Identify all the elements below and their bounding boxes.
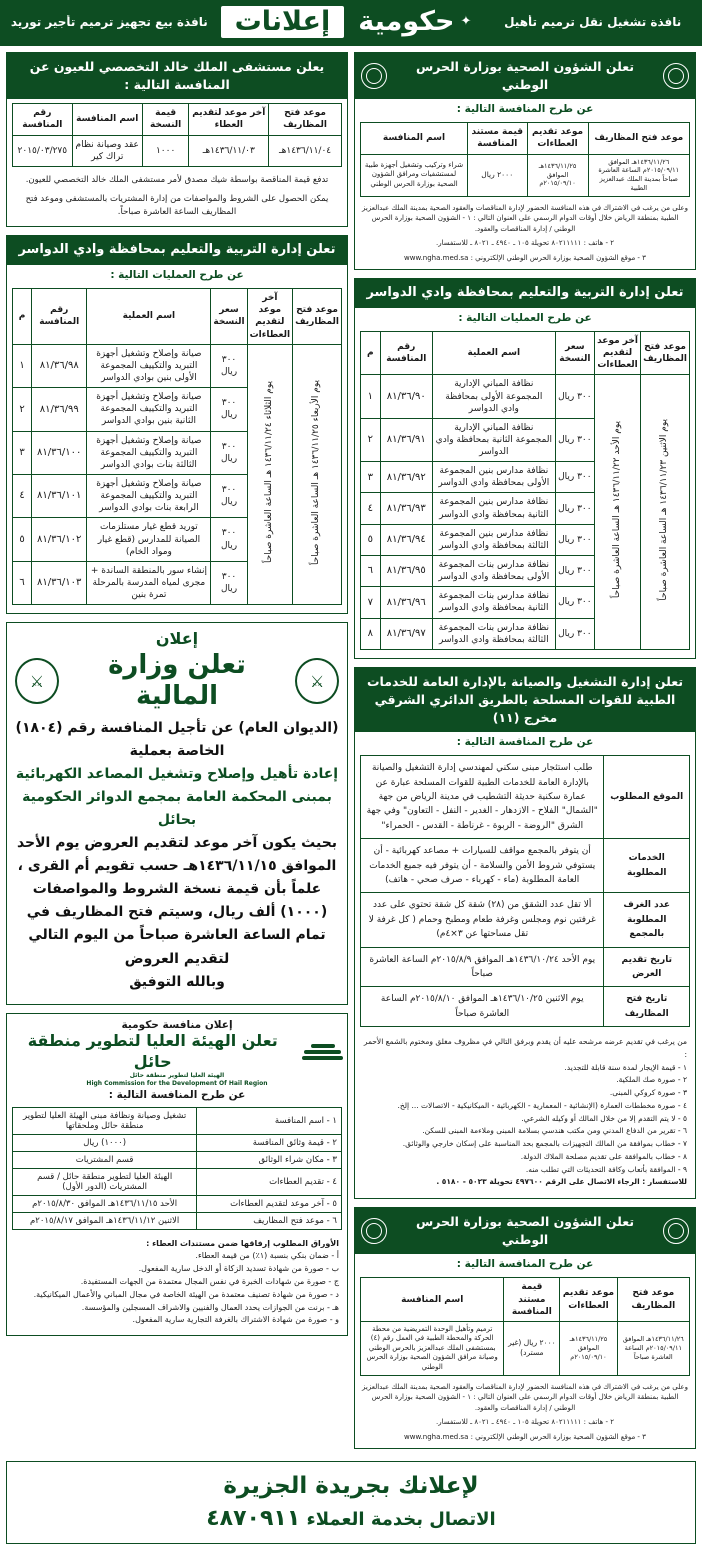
col-header: قيمة النسخة <box>142 104 189 135</box>
cell-index: ٦ <box>13 561 32 604</box>
ad-footer-note-3: ٣ - موقع الشؤون الصحية بوزارة الحرس الوطني الإلكتروني : www.ngha.med.sa <box>404 253 646 262</box>
cell-price: ٢٠٠٠ ريال <box>468 154 528 196</box>
finance-line-5: وبالله التوفيق <box>129 973 225 990</box>
ad-header <box>355 1208 695 1254</box>
terms-item: أ - ضمان بنكي بنسبة (١٪) من قيمة العطاء. <box>195 1251 339 1261</box>
col-header: سعر النسخة <box>211 289 247 345</box>
hail-logo-english: High Commission for the Development Of Hail Region <box>86 1080 268 1088</box>
cell-index: ٢ <box>361 418 381 461</box>
hail-kicker: إعلان منافسة حكومية <box>121 1018 233 1031</box>
finance-line-3: إعادة تأهيل وإصلاح وتشغيل المصاعد الكهربائية بمبنى المحكمة العامة بمجمع الدوائر الحكومية بحائل <box>15 765 339 829</box>
cell-label: ٤ - تقديم العطاءات <box>197 1168 342 1195</box>
table-row <box>13 135 342 166</box>
cell-price: ٣٠٠ ريال <box>211 388 247 431</box>
table-row <box>13 1151 342 1168</box>
column-left <box>354 52 696 1449</box>
cell-name: نظافة مدارس بنات المجموعة الأولى بمحافظة وادي الدواسر <box>432 556 555 587</box>
cell-label: تاريخ تقديم العرض <box>604 947 690 987</box>
cell-price: ٣٠٠ ريال <box>555 462 594 493</box>
ad-header: تعلن إدارة التربية والتعليم بمحافظة وادي الدواسر <box>355 279 695 308</box>
cell-price: ٣٠٠ ريال <box>555 375 594 418</box>
ad-subtitle: عن طرح المنافسة التالية : <box>456 1258 594 1271</box>
footer-contact-label: الاتصال بخدمة العملاء <box>306 1509 496 1531</box>
cell-value: أن يتوفر بالمجمع مواقف للسيارات + مصاعد كهربائية - أن يستوفي شروط الأمن والسلامة - أن يتوفر فيه جميع الخدمات العامة المطلوبة (ماء - كهرباء - صرف صحي - هاتف) <box>361 839 604 893</box>
page-columns <box>0 46 702 1455</box>
ad-footer-note-1: وعلى من يرغب في الاشتراك في هذه المنافسة الحضور لإدارة المناقصات والعقود الصحية بمدينة الملك عبدالعزيز الطبية بمنطقة الرياض خلال أوقات الدوام الرسمي على العنوان التالي : ١ - الشؤون الصحية بوزارة الحرس الوطني / إدارة المناقصات والعقود. <box>362 203 688 233</box>
ad-king-khalid-eye-hospital <box>6 52 348 227</box>
footer-headline: لإعلانك بجريدة الجزيرة <box>223 1473 479 1500</box>
col-header: م <box>13 289 32 345</box>
cell-index: ٥ <box>13 518 32 561</box>
table-row <box>13 1168 342 1195</box>
national-guard-seal-icon-2 <box>361 63 387 89</box>
col-header: موعد فتح المظاريف <box>617 1278 689 1321</box>
national-guard-top-table <box>360 122 690 196</box>
cell-open-date: يوم الأربعاء ١٤٣٦/١١/٢٥ هـ الساعة العاشرة صباحاً <box>293 344 342 605</box>
ad-title: تعلن الشؤون الصحية بوزارة الحرس الوطني <box>415 1214 635 1248</box>
cell-price: ٣٠٠ ريال <box>555 556 594 587</box>
cell-name: شراء وتركيب وتشغيل أجهزة طبية لمستشفيات ومرافق الشؤون الصحية بوزارة الحرس الوطني <box>361 154 468 196</box>
col-header: سعر النسخة <box>555 331 594 374</box>
terms-title: الأوراق المطلوب إرفاقها ضمن مستندات العطاء : <box>146 1238 339 1248</box>
condition-item: ٩ - الموافقة بأتعاب وكافة التحديثات التي تطلب منه. <box>525 1164 687 1174</box>
ad-footer-note-2: ٢ - هاتف : ٨٠٢١١١١١ تحويلة ١٠٥ ـ ٤٩٤٠ ـ ٨٠٢١ ـ للاستفسار. <box>436 239 614 248</box>
cell-label: تاريخ فتح المظاريف <box>604 987 690 1027</box>
table-row <box>361 756 690 839</box>
armed-forces-spec-table <box>360 755 690 1027</box>
table-row <box>13 344 342 387</box>
col-header: آخر موعد لتقديم العطاءات <box>247 289 292 345</box>
cell-label: ٥ - آخر موعد لتقديم العطاءات <box>197 1195 342 1212</box>
cell-index: ١ <box>13 344 32 387</box>
col-header: رقم المنافسة <box>32 289 87 345</box>
col-header: موعد فتح المظاريف <box>588 123 689 154</box>
saudi-emblem-icon: ⚔ <box>295 658 339 704</box>
cell-value: طلب استئجار مبنى سكني لمهندسي إدارة التشغيل والصيانة بالإدارة العامة للخدمات الطبية للقوات المسلحة عبارة عن عمارة سكنية حديثة التشطيب في مدينة الرياض من جهة "الشمال" الفلاح - الازدهار - الغدير - النفل - التعاون" وفي جهة الشرق "الروضة - الربوة - غرناطة - القدس - الحمراء" <box>361 756 604 839</box>
ad-hail-high-commission <box>6 1013 348 1336</box>
col-header: موعد تقديم العطاءات <box>527 123 588 154</box>
hail-title: تعلن الهيئة العليا لتطوير منطقة حائل <box>27 1030 278 1071</box>
cell-index: ٤ <box>13 475 32 518</box>
masthead-brand-green <box>346 6 483 38</box>
cell-value: (١٠٠٠) ريال <box>13 1134 197 1151</box>
cell-value: يوم الأحد ١٤٣٦/١٠/٢٤هـ الموافق ٢٠١٥/٨/٩م الساعة العاشرة صباحاً <box>361 947 604 987</box>
cell-index: ٤ <box>361 493 381 524</box>
col-header: آخر موعد لتقديم العطاء <box>189 104 269 135</box>
masthead-left-text: نافذة تشغيل نقل ترميم تأهيل <box>504 15 682 29</box>
condition-item: ١ - قيمة الإيجار لمدة سنة قابلة للتجديد. <box>564 1062 687 1072</box>
hail-terms <box>7 1234 347 1332</box>
national-guard-seal-icon-2 <box>361 1218 387 1244</box>
cell-number: ٨١/٣٦/٩١ <box>380 418 432 461</box>
ad-footer-note-3: ٣ - موقع الشؤون الصحية بوزارة الحرس الوطني الإلكتروني : www.ngha.med.sa <box>404 1432 646 1441</box>
table-row <box>361 839 690 893</box>
finance-emblem-row <box>15 650 339 712</box>
col-header: موعد فتح المظاريف <box>293 289 342 345</box>
cell-submit-date: ١٤٣٦/١١/٢٥هـ الموافق ٢٠١٥/٠٩/١٠م <box>527 154 588 196</box>
cell-name: نظافة المباني الإدارية المجموعة الأولى بمحافظة وادي الدواسر <box>432 375 555 418</box>
col-header: رقم المنافسة <box>13 104 73 135</box>
cell-submit-date: ١٤٣٦/١١/٢٥هـ الموافق ٢٠١٥/٠٩/١٠م <box>560 1321 617 1375</box>
cell-price: ٣٠٠ ريال <box>211 344 247 387</box>
cell-index: ٢ <box>13 388 32 431</box>
ad-conditions <box>355 1031 695 1194</box>
ad-armed-forces-medical-services <box>354 667 696 1199</box>
col-header: رقم المنافسة <box>380 331 432 374</box>
cell-name: صيانة وإصلاح وتشغيل أجهزة التبريد والتكييف المجموعة الثانية بنين بوادي الدواسر <box>87 388 211 431</box>
condition-item: ٢ - صورة صك الملكية. <box>616 1075 687 1085</box>
wadi-dawasir-cleaning-table <box>360 331 690 650</box>
ad-ministry-of-finance <box>6 622 348 1005</box>
conditions-title: من يرغب في تقديم عرضه مرشحه عليه أن يقدم وبرفق التالي في مظروف مغلق ومختوم بالشمع الأحمر : <box>363 1037 687 1059</box>
condition-item: ٨ - خطاب بالموافقة على تقديم مصلحة الملاك الدولة. <box>520 1151 687 1161</box>
hail-logo-arabic: الهيئة العليا لتطوير منطقة حائل <box>129 1072 225 1080</box>
table-row <box>361 375 690 418</box>
cell-name: نظافة المباني الإدارية المجموعة الثانية بمحافظة وادي الدواسر <box>432 418 555 461</box>
cell-label: ٣ - مكان شراء الوثائق <box>197 1151 342 1168</box>
cell-label: الموقع المطلوب <box>604 756 690 839</box>
ad-subtitle: عن طرح العمليات التالية : <box>458 311 592 324</box>
cell-value: يوم الاثنين ١٤٣٦/١٠/٢٥هـ الموافق ٢٠١٥/٨/١٠م الساعة العاشرة صباحاً <box>361 987 604 1027</box>
ad-wadi-dawasir-maintenance <box>6 235 348 614</box>
cell-name: توريد قطع غيار مستلزمات الصيانة للمدارس (قطع غيار ومواد الخام) <box>87 518 211 561</box>
masthead <box>0 0 702 46</box>
col-header: اسم المنافسة <box>361 1278 504 1321</box>
cell-value: الاثنين ١٤٣٦/١١/١٢هـ الموافق ٢٠١٥/٨/١٧م <box>13 1212 197 1229</box>
ad-title-line1: تعلن إدارة التربية والتعليم بمحافظة وادي الدواسر <box>18 242 336 258</box>
cell-number: ٨١/٣٦/٩٧ <box>380 618 432 649</box>
finance-title: تعلن وزارة المالية <box>108 650 246 712</box>
cell-open-date: يوم الاثنين ١٤٣٦/١١/٢٣ هـ الساعة العاشرة صباحاً <box>641 375 690 650</box>
table-row <box>361 947 690 987</box>
cell-price: ١٠٠٠ <box>142 135 189 166</box>
king-khalid-eye-table <box>12 103 342 167</box>
cell-label: الخدمات المطلوبة <box>604 839 690 893</box>
cell-name: عقد وصيانة نظام تراك كير <box>72 135 142 166</box>
cell-name: نظافة مدارس بنين المجموعة الأولى بمحافظة وادي الدواسر <box>432 462 555 493</box>
finance-body <box>15 717 339 994</box>
cell-price: ٣٠٠ ريال <box>211 518 247 561</box>
ad-subtitle: عن طرح المنافسة التالية : <box>456 103 594 116</box>
cell-value: ألا تقل عدد الشقق من (٢٨) شقة كل شقة تحتوي على عدد غرفتين نوم ومجلس وغرفة طعام ومطبخ وحمام ( كل غرفة لا تقل مساحتها عن ٣×٤م) <box>361 893 604 947</box>
condition-contact: للاستفسار : الرجاء الاتصال على الرقم ٤٩٧٦٠٠ تحويلة ٥٠٢٣ - ٥١٨٠ . <box>436 1177 687 1187</box>
footer-ad-banner <box>6 1461 696 1544</box>
finance-line-4: بحيث يكون آخر موعد لتقديم العروض يوم الأحد الموافق ١٤٣٦/١١/١٥هـ حسب تقويم أم القرى ، علماً بأن قيمة نسخة الشروط والمواصفات (١٠٠٠) ألف ريال، وسيتم فتح المظاريف في تمام الساعة العاشرة صباحاً من اليوم التالي لتقديم العروض <box>16 835 338 967</box>
col-header: اسم العملية <box>87 289 211 345</box>
national-guard-seal-icon <box>663 1218 689 1244</box>
cell-number: ٨١/٣٦/٩٢ <box>380 462 432 493</box>
ad-footer-note-2: ٢ - هاتف : ٨٠٢١١١١١ تحويلة ١٠٥ ـ ٤٩٤٠ ـ ٨٠٢١ ـ للاستفسار. <box>436 1418 614 1427</box>
cell-name: نظافة مدارس بنين المجموعة الثانية بمحافظة وادي الدواسر <box>432 493 555 524</box>
masthead-brand-green-label: حكومية <box>358 6 455 38</box>
cell-label: ١ - اسم المنافسة <box>197 1107 342 1134</box>
ad-header: تعلن إدارة التشغيل والصيانة بالإدارة العامة للخدمات الطبية للقوات المسلحة بالطريق الدائري الشرقي مخرج (١١) <box>355 668 695 732</box>
condition-item: ٦ - تقرير من الدفاع المدني ومن مكتب هندسي بسلامة المبنى وملاءمة المبنى للسكن. <box>422 1126 687 1136</box>
cell-number: ٨١/٣٦/٩٣ <box>380 493 432 524</box>
table-row <box>361 1321 690 1375</box>
col-header: اسم المنافسة <box>361 123 468 154</box>
eln-label: إعلان <box>155 629 199 649</box>
col-header: موعد فتح المظاريف <box>269 104 342 135</box>
cell-number: ٨١/٣٦/٩٦ <box>380 587 432 618</box>
wadi-dawasir-maintenance-table <box>12 288 342 605</box>
ad-wadi-dawasir-cleaning <box>354 278 696 659</box>
ad-subtitle: عن طرح المنافسة التالية : <box>456 736 594 749</box>
saudi-emblem-icon-2: ⚔ <box>15 658 59 704</box>
national-guard-bottom-table <box>360 1277 690 1376</box>
footer-contact <box>13 1506 689 1531</box>
terms-item: د - صورة من شهادة تصنيف معتمدة من الهيئة الخاصة في مجال المباني والأعمال الميكانيكية. <box>33 1289 339 1299</box>
cell-number: ٨١/٣٦/٩٩ <box>32 388 87 431</box>
cell-name: إنشاء سور بالمنطقة الساندة + مجرى لمياه المدرسة بالمرحلة تمرة بنين <box>87 561 211 604</box>
finance-line-1: (الديوان العام) عن تأجيل المنافسة رقم (١٨٠٤) <box>15 719 339 736</box>
table-row <box>361 987 690 1027</box>
hail-header <box>7 1014 347 1103</box>
cell-submit-date: يوم الثلاثاء ١٤٣٦/١١/٢٤ هـ الساعة العاشرة صباحاً <box>247 344 292 605</box>
cell-index: ٣ <box>13 431 32 474</box>
cell-number: ٨١/٣٦/١٠٢ <box>32 518 87 561</box>
cell-number: ٨١/٣٦/١٠٠ <box>32 431 87 474</box>
ad-note-1: تدفع قيمة المناقصة بواسطة شيك مصدق لأمر مستشفى الملك خالد التخصصي للعيون. <box>25 174 329 185</box>
cell-index: ٧ <box>361 587 381 618</box>
col-header: قيمة مستند المنافسة <box>504 1278 560 1321</box>
condition-item: ٥ - لا يتم التقدم إلا من خلال المالك أو وكيله الشرعي. <box>521 1113 687 1123</box>
terms-item: ب - صورة من شهادة تسديد الزكاة أو الدخل سارية المفعول. <box>138 1264 339 1274</box>
cell-number: ٨١/٣٦/١٠٣ <box>32 561 87 604</box>
footer-phone-number: ٤٨٧٠٩١١ <box>206 1506 301 1532</box>
cell-submit-date: ١٤٣٦/١١/٠٣هـ <box>189 135 269 166</box>
hail-subtitle: عن طرح المنافسة التالية : <box>108 1088 246 1101</box>
cell-value: قسم المشتريات <box>13 1151 197 1168</box>
cell-name: ترميم وتأهيل الوحدة التمريضية من محطة الحركة والمحطة الطبية في العمل رقم (٤) بمستشفى الملك عبدالعزيز بالحرس الوطني وصيانة مرافق الشؤون الصحية بوزارة الحرس الوطني <box>361 1321 504 1375</box>
condition-item: ٧ - خطاب بموافقة من المالك التجهيزات بالمجمع بحد المناسبة على إسكان خارجي والوثائق. <box>402 1139 687 1149</box>
column-right <box>6 52 348 1449</box>
cell-price: ٣٠٠ ريال <box>211 561 247 604</box>
finance-line-2: الخاصة بعملية <box>129 742 225 759</box>
cell-name: صيانة وإصلاح وتشغيل أجهزة التبريد والتكييف المجموعة الثالثة بنات بوادي الدواسر <box>87 431 211 474</box>
cell-number: ٨١/٣٦/١٠١ <box>32 475 87 518</box>
ad-national-guard-top <box>354 52 696 270</box>
hail-details-table <box>12 1107 342 1230</box>
col-header: م <box>361 331 381 374</box>
col-header: اسم المنافسة <box>72 104 142 135</box>
hail-logo-icon <box>302 1035 343 1069</box>
cell-price: ٣٠٠ ريال <box>211 431 247 474</box>
terms-item: ج - صورة من شهادات الخبرة في نفس المجال معتمدة من الجهات المستفيدة. <box>80 1276 339 1286</box>
table-row <box>13 1195 342 1212</box>
cell-name: نظافة مدارس بنات المجموعة الثالثة بمحافظة وادي الدواسر <box>432 618 555 649</box>
hail-logo-row <box>11 1031 343 1073</box>
cell-index: ١ <box>361 375 381 418</box>
cell-price: ٣٠٠ ريال <box>211 475 247 518</box>
terms-item: هـ - برنت من الجوازات يحدد العمال والفنيين والاشراف المسجلين والمؤسسة. <box>81 1302 339 1312</box>
col-header: موعد فتح المظاريف <box>641 331 690 374</box>
cell-value: تشغيل وصيانة ونظافة مبنى الهيئة العليا لتطوير منطقة حائل وملحقاتها <box>13 1107 197 1134</box>
cell-number: ٨١/٣٦/٩٤ <box>380 524 432 555</box>
ad-national-guard-bottom <box>354 1207 696 1449</box>
table-row <box>361 154 690 196</box>
crown-icon: ✦ <box>460 13 472 29</box>
condition-item: ٤ - صورة مخططات العمارة (الإنشائية - المعمارية - الكهربائية - الميكانيكية - الاتصالات ... إلخ. <box>397 1100 687 1110</box>
condition-item: ٣ - صورة كروكي المبنى. <box>609 1088 687 1098</box>
cell-label: عدد الغرف المطلوبة بالمجمع <box>604 893 690 947</box>
cell-submit-date: يوم الأحد ١٤٣٦/١١/٢٢ هـ الساعة العاشرة صباحاً <box>595 375 641 650</box>
ad-header <box>7 236 347 265</box>
cell-price: ٣٠٠ ريال <box>555 587 594 618</box>
ad-subtitle: عن طرح العمليات التالية : <box>110 269 244 282</box>
table-row <box>13 1107 342 1134</box>
cell-name: صيانة وإصلاح وتشغيل أجهزة التبريد والتكييف المجموعة الأولى بنين بوادي الدواسر <box>87 344 211 387</box>
cell-open-date: ١٤٣٦/١١/٠٤هـ <box>269 135 342 166</box>
national-guard-seal-icon <box>663 63 689 89</box>
cell-number: ٢٠١٥/٠٣/٢٧٥ <box>13 135 73 166</box>
cell-value: الهيئة العليا لتطوير منطقة حائل / قسم المشتريات (الدور الأول) <box>13 1168 197 1195</box>
ad-title: تعلن الشؤون الصحية بوزارة الحرس الوطني <box>415 59 635 93</box>
cell-price: ٢٠٠٠ ريال (غير مسترد) <box>504 1321 560 1375</box>
ad-footer-note-1: وعلى من يرغب في الاشتراك في هذه المنافسة الحضور لإدارة المناقصات والعقود الصحية بمدينة الملك عبدالعزيز الطبية بمنطقة الرياض خلال أوقات الدوام الرسمي على العنوان التالي : ١ - الشؤون الصحية بوزارة الحرس الوطني / إدارة المناقصات والعقود. <box>362 1382 688 1412</box>
ad-header <box>355 53 695 99</box>
cell-price: ٣٠٠ ريال <box>555 524 594 555</box>
cell-name: نظافة مدارس بنين المجموعة الثالثة بمحافظة وادي الدواسر <box>432 524 555 555</box>
cell-open-date: ١٤٣٦/١١/٢٦هـ الموافق ٢٠١٥/٠٩/١١م الساعة العاشرة صباحاً <box>617 1321 689 1375</box>
cell-index: ٨ <box>361 618 381 649</box>
cell-value: الأحد ١٤٣٦/١١/١٥هـ الموافق ٢٠١٥/٨/٣٠م <box>13 1195 197 1212</box>
table-row <box>13 1212 342 1229</box>
col-header: آخر موعد لتقديم العطاءات <box>595 331 641 374</box>
cell-name: صيانة وإصلاح وتشغيل أجهزة التبريد والتكييف المجموعة الرابعة بنات بوادي الدواسر <box>87 475 211 518</box>
cell-number: ٨١/٣٦/٩٠ <box>380 375 432 418</box>
masthead-right-text: نافذة بيع تجهيز ترميم تأجير توريد <box>10 15 208 29</box>
masthead-brand-white: إعلانات <box>221 6 345 38</box>
cell-number: ٨١/٣٦/٩٥ <box>380 556 432 587</box>
cell-price: ٣٠٠ ريال <box>555 493 594 524</box>
cell-index: ٣ <box>361 462 381 493</box>
cell-label: ٢ - قيمة وثائق المنافسة <box>197 1134 342 1151</box>
cell-label: ٦ - موعد فتح المظاريف <box>197 1212 342 1229</box>
col-header: موعد تقديم العطاءات <box>560 1278 617 1321</box>
cell-open-date: ١٤٣٦/١١/٢٦هـ الموافق ٢٠١٥/٠٩/١١م الساعة العاشرة صباحاً بمدينة الملك عبدالعزيز الطبية <box>588 154 689 196</box>
cell-price: ٣٠٠ ريال <box>555 418 594 461</box>
col-header: اسم العملية <box>432 331 555 374</box>
cell-number: ٨١/٣٦/٩٨ <box>32 344 87 387</box>
table-row <box>13 1134 342 1151</box>
table-row <box>361 893 690 947</box>
terms-item: و - صورة من شهادة الاشتراك بالغرفة التجارية سارية المفعول. <box>132 1315 339 1325</box>
cell-index: ٦ <box>361 556 381 587</box>
cell-price: ٣٠٠ ريال <box>555 618 594 649</box>
ad-header: يعلن مستشفى الملك خالد التخصصي للعيون عن المنافسة التالية : <box>7 53 347 99</box>
ad-note-2: يمكن الحصول على الشروط والمواصفات من إدارة المشتريات بالمستشفى وموعد فتح المظاريف الساعة العاشرة صباحاً. <box>25 193 329 218</box>
col-header: قيمة مستند المنافسة <box>468 123 528 154</box>
cell-name: نظافة مدارس بنات المجموعة الثانية بمحافظة وادي الدواسر <box>432 587 555 618</box>
cell-index: ٥ <box>361 524 381 555</box>
